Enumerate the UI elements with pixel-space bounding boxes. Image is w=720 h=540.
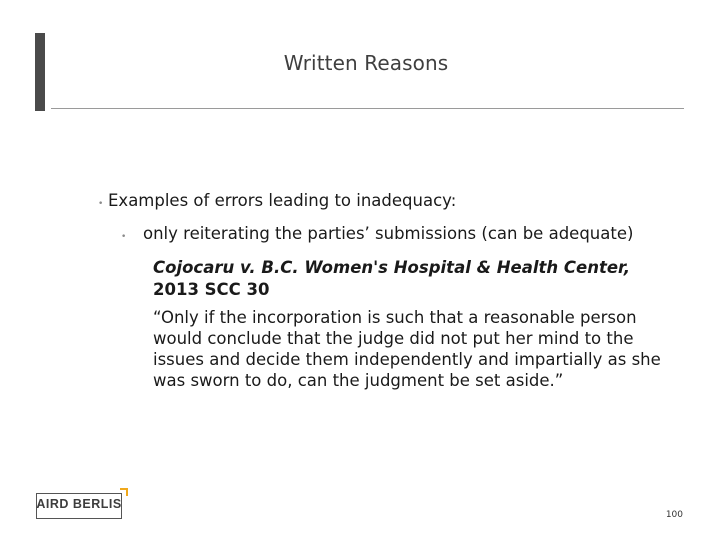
bullet-level-1: [98, 191, 456, 210]
page-number: 100: [665, 510, 683, 520]
aird-berlis-logo: [36, 488, 128, 520]
bullet-2-text: only reiterating the parties’ submissions (can be adequate): [143, 224, 634, 243]
title-divider: [51, 108, 684, 109]
logo-text: AIRD BERLIS: [36, 497, 122, 511]
slide-title: Written Reasons: [283, 51, 449, 75]
case-name: Cojocaru v. B.C. Women's Hospital & Health Center,: [153, 258, 631, 277]
bullet-dot-icon: •: [98, 199, 104, 209]
logo-corner-accent: [120, 488, 128, 496]
case-reference: 2013 SCC 30: [153, 280, 270, 299]
case-quote: “Only if the incorporation is such that a reasonable person would conclude that the judge did not put her mind to the issues and decide them independently and impartially as she was sworn to do, can the judgment be set aside.”: [153, 308, 661, 390]
title-accent-bar: [35, 33, 45, 111]
bullet-1-text: Examples of errors leading to inadequacy:: [108, 191, 457, 210]
bullet-level-2: [121, 224, 633, 243]
case-citation: [153, 257, 673, 301]
bullet-dot-icon: •: [121, 232, 127, 242]
